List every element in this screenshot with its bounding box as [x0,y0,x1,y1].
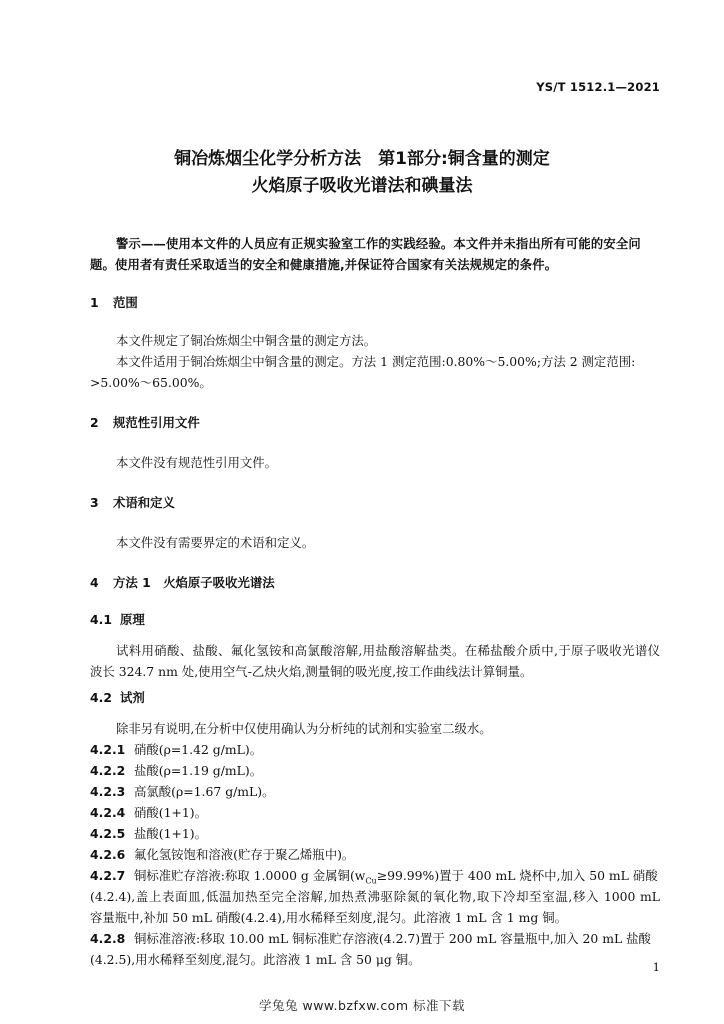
reagent-item-text: 氟化氢铵饱和溶液(贮存于聚乙烯瓶中)。 [134,847,355,862]
reagent-item-text: 铜标准溶液:移取 10.00 mL 铜标准贮存溶液(4.2.7)置于 200 mL 容量瓶中,加入 20 mL 盐酸 [134,931,651,946]
section-1-title: 范围 [113,295,138,310]
section-4-heading [90,572,275,593]
reagent-item-number: 4.2.5 [90,826,126,841]
section-2-title: 规范性引用文件 [113,415,200,430]
reagent-item-7-line-3: 容量瓶中,补加 50 mL 硝酸(4.2.4),用水稀释至刻度,混匀。此溶液 1 mL 含 1 mg 铜。 [90,910,568,925]
reagent-item [90,844,660,865]
section-4-1-paragraph-line-2: 波长 324.7 nm 处,使用空气-乙炔火焰,测量铜的吸光度,按工作曲线法计算铜量。 [90,664,533,679]
warning-line-1: 警示——使用本文件的人员应有正规实验室工作的实践经验。本文件并未指出所有可能的安全问 [116,237,641,251]
reagent-item [90,802,660,823]
section-4-1-paragraph-line-1: 试料用硝酸、盐酸、氟化氢铵和高氯酸溶解,用盐酸溶解盐类。在稀盐酸介质中,于原子吸收光谱仪 [116,643,660,658]
section-4-1-heading [90,609,145,630]
document-title-line-1: 铜冶炼烟尘化学分析方法 第1部分:铜含量的测定 [174,149,550,169]
reagent-item-text: 盐酸(ρ=1.19 g/mL)。 [134,763,263,778]
reagent-item-text: 硝酸(ρ=1.42 g/mL)。 [134,742,263,757]
reagent-item-number: 4.2.3 [90,784,126,799]
reagent-item-7-line-2: (4.2.4),盖上表面皿,低温加热至完全溶解,加热煮沸驱除氮的氧化物,取下冷却至室温,移入 1000 mL [90,889,660,904]
section-4-number: 4 [90,575,99,590]
section-4-title: 方法 1 火焰原子吸收光谱法 [113,575,275,590]
section-4-2-title: 试剂 [120,690,145,705]
reagent-item-number: 4.2.6 [90,847,126,862]
section-3-heading [90,492,175,513]
reagent-item-number: 4.2.4 [90,805,126,820]
reagent-item [90,781,660,802]
warning-line-2: 题。使用者有责任采取适当的安全和健康措施,并保证符合国家有关法规规定的条件。 [90,258,558,272]
section-1-paragraph-1: 本文件规定了铜冶炼烟尘中铜含量的测定方法。 [116,333,377,348]
reagent-item-number: 4.2.7 [90,868,126,883]
section-2-paragraph: 本文件没有规范性引用文件。 [116,455,278,470]
reagent-item-number: 4.2.1 [90,742,126,757]
section-4-2-intro: 除非另有说明,在分析中仅使用确认为分析纯的试剂和实验室二级水。 [116,721,492,736]
section-4-2-number: 4.2 [90,690,112,705]
reagent-item-number: 4.2.2 [90,763,126,778]
section-2-heading [90,412,200,433]
section-3-paragraph: 本文件没有需要界定的术语和定义。 [116,535,315,550]
standard-number: YS/T 1512.1—2021 [536,80,660,94]
section-3-title: 术语和定义 [113,495,175,510]
section-4-1-title: 原理 [120,612,145,627]
reagent-item [90,823,660,844]
page-number: 1 [652,960,660,974]
copper-subscript: Cu [365,876,377,886]
section-1-paragraph-2-line-1: 本文件适用于铜冶炼烟尘中铜含量的测定。方法 1 测定范围:0.80%～5.00%;方法 2 测定范围: [116,354,636,369]
reagent-item-8-line-2: (4.2.5),用水稀释至刻度,混匀。此溶液 1 mL 含 50 μg 铜。 [90,952,421,967]
document-title-line-2: 火焰原子吸收光谱法和碘量法 [251,176,473,196]
section-2-number: 2 [90,415,99,430]
reagent-item-text-continued: ≥99.99%)置于 400 mL 烧杯中,加入 50 mL 硝酸 [376,868,658,883]
reagent-item-text: 铜标准贮存溶液:称取 1.0000 g 金属铜(w [134,868,366,883]
section-4-1-number: 4.1 [90,612,112,627]
reagent-item-copper-standard-solution [90,928,660,949]
reagent-item-text: 盐酸(1+1)。 [134,826,207,841]
section-1-heading [90,292,138,313]
reagent-item-text: 高氯酸(ρ=1.67 g/mL)。 [134,784,275,799]
reagent-item-text: 硝酸(1+1)。 [134,805,207,820]
reagent-item [90,760,660,781]
watermark-link[interactable]: 学兔兔 www.bzfxw.com 标准下载 [259,998,465,1013]
reagent-item-number: 4.2.8 [90,931,126,946]
section-3-number: 3 [90,495,99,510]
section-4-2-heading [90,687,145,708]
reagent-item [90,739,660,760]
section-1-paragraph-2-line-2: >5.00%～65.00%。 [90,375,212,390]
section-1-number: 1 [90,295,99,310]
